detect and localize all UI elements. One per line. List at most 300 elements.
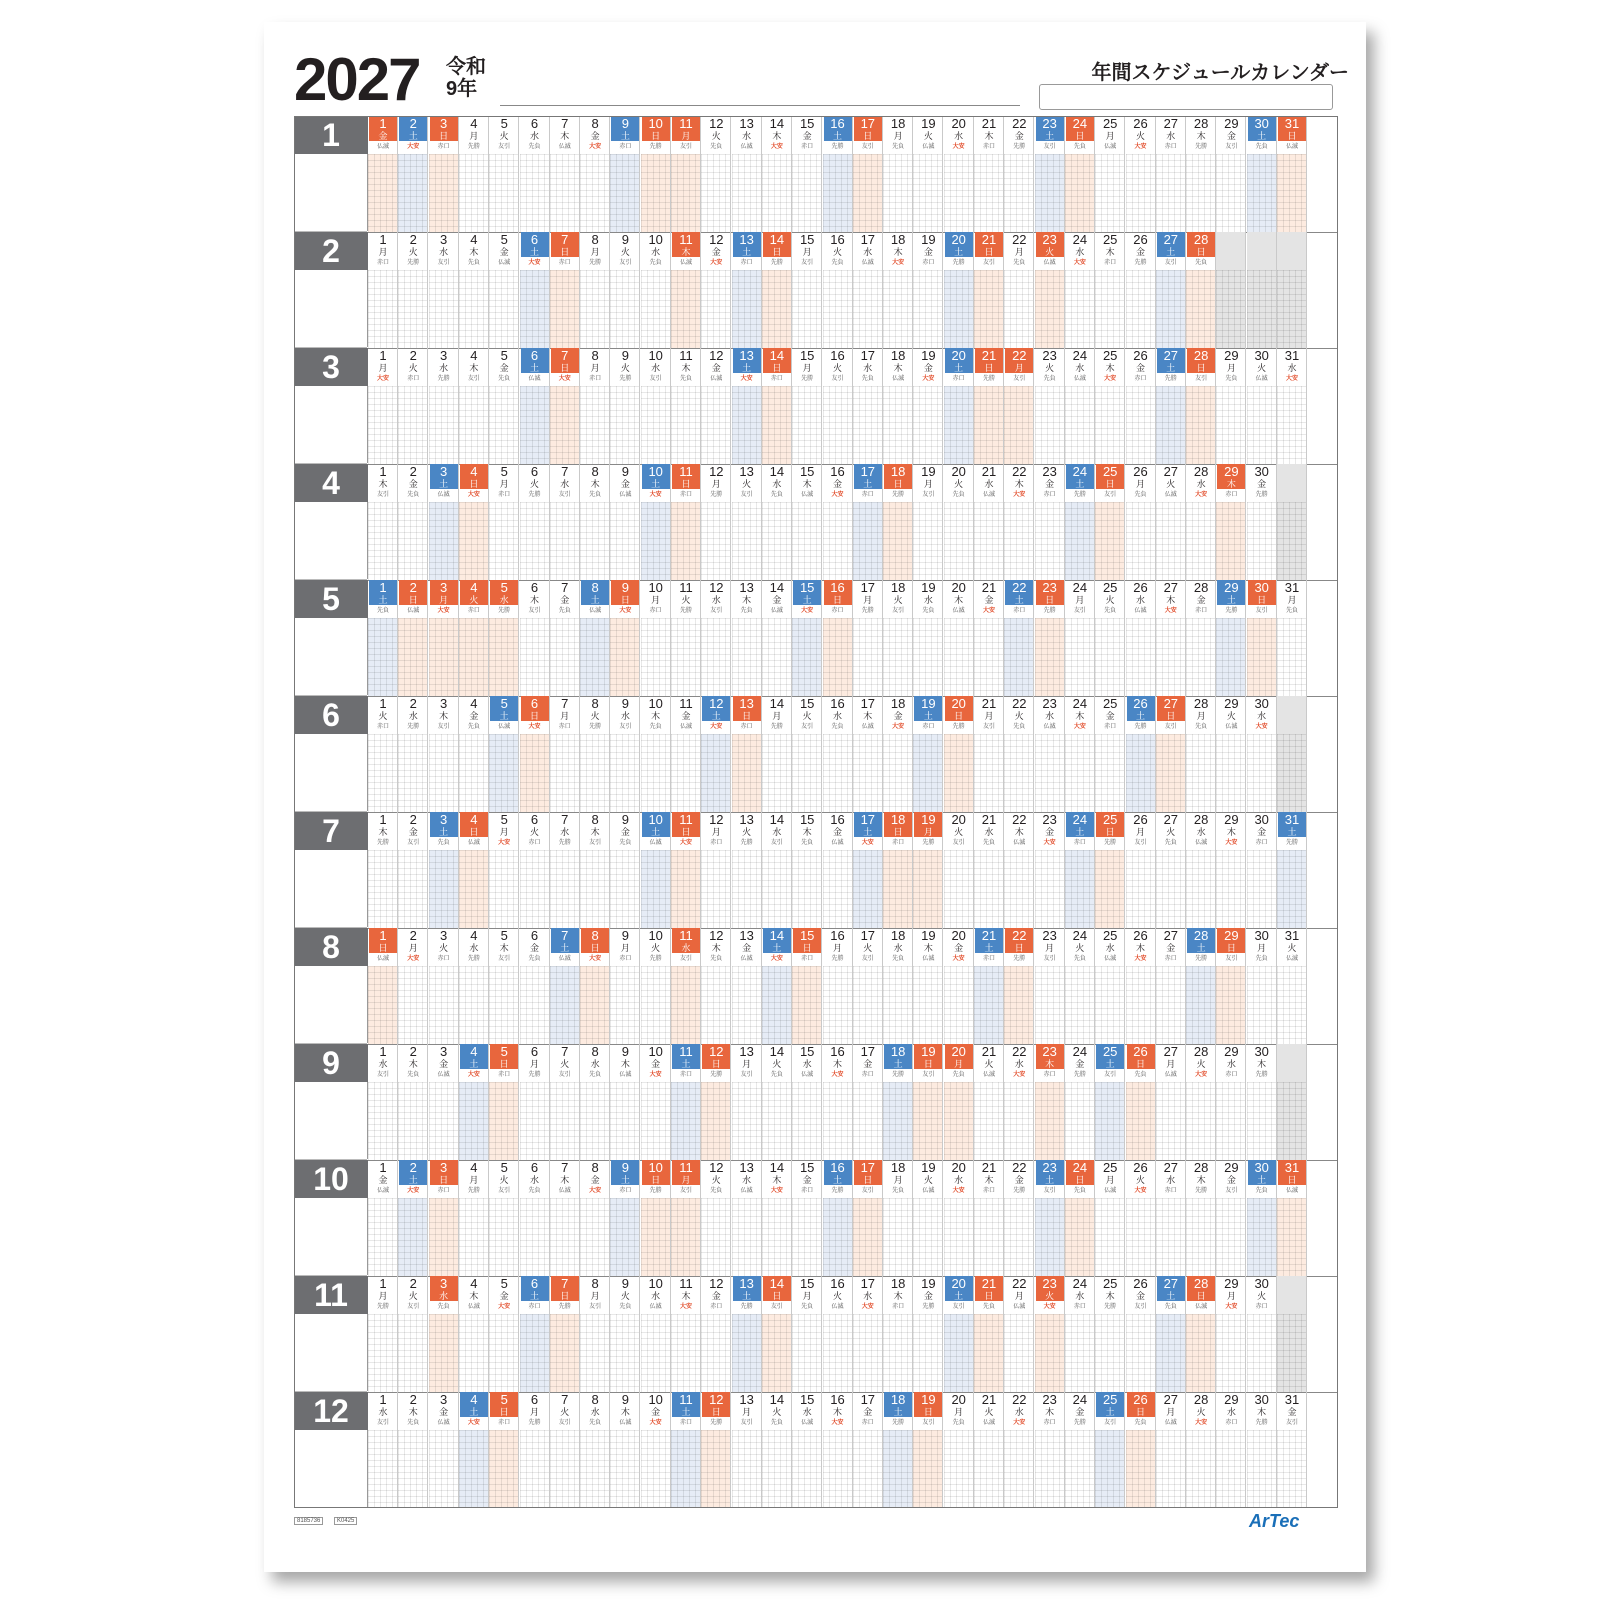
day-cell[interactable] (610, 580, 640, 696)
day-cell[interactable] (1186, 928, 1216, 1044)
day-cell[interactable] (1035, 696, 1065, 812)
day-cell[interactable] (520, 1044, 550, 1160)
day-cell[interactable] (732, 464, 762, 580)
day-cell[interactable] (1186, 580, 1216, 696)
day-cell[interactable] (368, 812, 398, 928)
day-cell[interactable] (550, 812, 580, 928)
day-cell[interactable] (1186, 812, 1216, 928)
day-cell[interactable] (1156, 464, 1186, 580)
day-cell[interactable] (1035, 1044, 1065, 1160)
day-cell[interactable] (701, 348, 731, 464)
day-cell[interactable] (520, 464, 550, 580)
day-cell[interactable] (823, 812, 853, 928)
day-cell[interactable] (1156, 696, 1186, 812)
day-cell[interactable] (762, 580, 792, 696)
day-cell[interactable] (913, 580, 943, 696)
day-cell[interactable] (1126, 464, 1156, 580)
day-cell[interactable] (671, 928, 701, 1044)
day-cell[interactable] (1126, 1160, 1156, 1276)
day-cell[interactable] (883, 1160, 913, 1276)
day-cell[interactable] (459, 696, 489, 812)
day-cell[interactable] (520, 1276, 550, 1392)
day-cell[interactable] (1004, 1160, 1034, 1276)
day-cell[interactable] (580, 812, 610, 928)
day-cell[interactable] (974, 116, 1004, 232)
day-cell[interactable] (398, 1392, 428, 1508)
day-cell[interactable] (641, 1160, 671, 1276)
day-cell[interactable] (671, 1276, 701, 1392)
day-cell[interactable] (398, 1160, 428, 1276)
day-cell[interactable] (368, 1276, 398, 1392)
day-cell[interactable] (1065, 1392, 1095, 1508)
day-cell[interactable] (1004, 812, 1034, 928)
day-cell[interactable] (489, 232, 519, 348)
day-cell[interactable] (944, 348, 974, 464)
day-cell[interactable] (580, 1276, 610, 1392)
day-cell[interactable] (550, 928, 580, 1044)
day-cell[interactable] (853, 1392, 883, 1508)
day-cell[interactable] (1126, 232, 1156, 348)
day-cell[interactable] (1216, 812, 1246, 928)
day-cell[interactable] (974, 1392, 1004, 1508)
day-cell[interactable] (974, 1044, 1004, 1160)
day-cell[interactable] (520, 116, 550, 232)
day-cell[interactable] (550, 696, 580, 812)
day-cell[interactable] (1035, 232, 1065, 348)
day-cell[interactable] (610, 812, 640, 928)
day-cell[interactable] (792, 928, 822, 1044)
day-cell[interactable] (974, 232, 1004, 348)
day-cell[interactable] (398, 580, 428, 696)
day-cell[interactable] (762, 232, 792, 348)
day-cell[interactable] (853, 928, 883, 1044)
day-cell[interactable] (883, 116, 913, 232)
day-cell[interactable] (1065, 580, 1095, 696)
day-cell[interactable] (1065, 116, 1095, 232)
day-cell[interactable] (913, 1044, 943, 1160)
day-cell[interactable] (944, 696, 974, 812)
day-cell[interactable] (974, 928, 1004, 1044)
day-cell[interactable] (1065, 232, 1095, 348)
day-cell[interactable] (641, 232, 671, 348)
day-cell[interactable] (550, 464, 580, 580)
day-cell[interactable] (1095, 464, 1125, 580)
day-cell[interactable] (1247, 1160, 1277, 1276)
day-cell[interactable] (883, 580, 913, 696)
day-cell[interactable] (368, 1160, 398, 1276)
day-cell[interactable] (823, 232, 853, 348)
day-cell[interactable] (1095, 696, 1125, 812)
day-cell[interactable] (550, 1160, 580, 1276)
day-cell[interactable] (1126, 928, 1156, 1044)
day-cell[interactable] (1035, 1392, 1065, 1508)
day-cell[interactable] (1216, 1044, 1246, 1160)
day-cell[interactable] (762, 1044, 792, 1160)
day-cell[interactable] (1004, 348, 1034, 464)
day-cell[interactable] (701, 1392, 731, 1508)
day-cell[interactable] (732, 696, 762, 812)
day-cell[interactable] (792, 812, 822, 928)
day-cell[interactable] (520, 232, 550, 348)
day-cell[interactable] (1186, 116, 1216, 232)
day-cell[interactable] (610, 696, 640, 812)
day-cell[interactable] (368, 464, 398, 580)
day-cell[interactable] (671, 1160, 701, 1276)
day-cell[interactable] (944, 812, 974, 928)
day-cell[interactable] (853, 464, 883, 580)
day-cell[interactable] (1035, 1160, 1065, 1276)
day-cell[interactable] (913, 1392, 943, 1508)
day-cell[interactable] (459, 928, 489, 1044)
day-cell[interactable] (1004, 580, 1034, 696)
day-cell[interactable] (823, 348, 853, 464)
day-cell[interactable] (792, 348, 822, 464)
day-cell[interactable] (1126, 1044, 1156, 1160)
day-cell[interactable] (520, 1160, 550, 1276)
day-cell[interactable] (550, 232, 580, 348)
day-cell[interactable] (853, 232, 883, 348)
day-cell[interactable] (1156, 1392, 1186, 1508)
day-cell[interactable] (1186, 1160, 1216, 1276)
day-cell[interactable] (1095, 1392, 1125, 1508)
day-cell[interactable] (1156, 580, 1186, 696)
day-cell[interactable] (1004, 928, 1034, 1044)
day-cell[interactable] (641, 1276, 671, 1392)
day-cell[interactable] (580, 1044, 610, 1160)
day-cell[interactable] (1216, 116, 1246, 232)
day-cell[interactable] (580, 116, 610, 232)
day-cell[interactable] (1035, 580, 1065, 696)
day-cell[interactable] (1065, 1276, 1095, 1392)
day-cell[interactable] (732, 580, 762, 696)
day-cell[interactable] (1035, 812, 1065, 928)
day-cell[interactable] (489, 348, 519, 464)
day-cell[interactable] (1065, 1044, 1095, 1160)
day-cell[interactable] (1126, 1276, 1156, 1392)
day-cell[interactable] (944, 1044, 974, 1160)
day-cell[interactable] (398, 696, 428, 812)
day-cell[interactable] (732, 116, 762, 232)
day-cell[interactable] (459, 464, 489, 580)
day-cell[interactable] (489, 812, 519, 928)
day-cell[interactable] (1095, 116, 1125, 232)
day-cell[interactable] (853, 1044, 883, 1160)
day-cell[interactable] (1065, 812, 1095, 928)
day-cell[interactable] (823, 580, 853, 696)
day-cell[interactable] (580, 580, 610, 696)
day-cell[interactable] (883, 464, 913, 580)
day-cell[interactable] (550, 348, 580, 464)
day-cell[interactable] (762, 696, 792, 812)
day-cell[interactable] (762, 348, 792, 464)
day-cell[interactable] (1004, 464, 1034, 580)
day-cell[interactable] (944, 1276, 974, 1392)
day-cell[interactable] (732, 232, 762, 348)
day-cell[interactable] (1004, 232, 1034, 348)
day-cell[interactable] (1095, 928, 1125, 1044)
day-cell[interactable] (398, 116, 428, 232)
day-cell[interactable] (883, 812, 913, 928)
day-cell[interactable] (913, 232, 943, 348)
day-cell[interactable] (671, 812, 701, 928)
day-cell[interactable] (368, 1392, 398, 1508)
day-cell[interactable] (701, 1044, 731, 1160)
day-cell[interactable] (368, 232, 398, 348)
day-cell[interactable] (823, 1160, 853, 1276)
day-cell[interactable] (671, 348, 701, 464)
day-cell[interactable] (732, 348, 762, 464)
day-cell[interactable] (913, 1276, 943, 1392)
day-cell[interactable] (459, 580, 489, 696)
day-cell[interactable] (701, 464, 731, 580)
day-cell[interactable] (701, 232, 731, 348)
day-cell[interactable] (883, 696, 913, 812)
day-cell[interactable] (1277, 348, 1307, 464)
day-cell[interactable] (489, 1276, 519, 1392)
day-cell[interactable] (671, 116, 701, 232)
day-cell[interactable] (732, 1044, 762, 1160)
day-cell[interactable] (1216, 696, 1246, 812)
day-cell[interactable] (792, 696, 822, 812)
day-cell[interactable] (1216, 1392, 1246, 1508)
day-cell[interactable] (823, 928, 853, 1044)
day-cell[interactable] (429, 348, 459, 464)
day-cell[interactable] (974, 812, 1004, 928)
day-cell[interactable] (1156, 116, 1186, 232)
day-cell[interactable] (641, 348, 671, 464)
day-cell[interactable] (883, 232, 913, 348)
day-cell[interactable] (823, 1276, 853, 1392)
day-cell[interactable] (1247, 1044, 1277, 1160)
day-cell[interactable] (429, 1160, 459, 1276)
day-cell[interactable] (671, 580, 701, 696)
day-cell[interactable] (489, 116, 519, 232)
day-cell[interactable] (1065, 1160, 1095, 1276)
day-cell[interactable] (1247, 348, 1277, 464)
day-cell[interactable] (429, 1044, 459, 1160)
day-cell[interactable] (489, 928, 519, 1044)
day-cell[interactable] (398, 232, 428, 348)
day-cell[interactable] (489, 1044, 519, 1160)
day-cell[interactable] (913, 696, 943, 812)
day-cell[interactable] (1216, 928, 1246, 1044)
day-cell[interactable] (913, 812, 943, 928)
day-cell[interactable] (1126, 116, 1156, 232)
day-cell[interactable] (1095, 348, 1125, 464)
day-cell[interactable] (1156, 1276, 1186, 1392)
day-cell[interactable] (550, 1044, 580, 1160)
day-cell[interactable] (520, 580, 550, 696)
day-cell[interactable] (459, 348, 489, 464)
day-cell[interactable] (1216, 348, 1246, 464)
day-cell[interactable] (1095, 812, 1125, 928)
day-cell[interactable] (974, 348, 1004, 464)
day-cell[interactable] (489, 464, 519, 580)
day-cell[interactable] (792, 580, 822, 696)
day-cell[interactable] (1277, 1160, 1307, 1276)
day-cell[interactable] (1247, 928, 1277, 1044)
day-cell[interactable] (732, 1392, 762, 1508)
day-cell[interactable] (883, 1276, 913, 1392)
day-cell[interactable] (1247, 696, 1277, 812)
day-cell[interactable] (913, 928, 943, 1044)
day-cell[interactable] (1156, 1044, 1186, 1160)
day-cell[interactable] (520, 928, 550, 1044)
day-cell[interactable] (671, 1392, 701, 1508)
day-cell[interactable] (792, 464, 822, 580)
day-cell[interactable] (762, 1160, 792, 1276)
day-cell[interactable] (641, 1044, 671, 1160)
day-cell[interactable] (1035, 928, 1065, 1044)
day-cell[interactable] (398, 812, 428, 928)
day-cell[interactable] (853, 116, 883, 232)
day-cell[interactable] (459, 1160, 489, 1276)
day-cell[interactable] (944, 928, 974, 1044)
day-cell[interactable] (1065, 928, 1095, 1044)
day-cell[interactable] (1126, 348, 1156, 464)
day-cell[interactable] (974, 464, 1004, 580)
day-cell[interactable] (610, 348, 640, 464)
day-cell[interactable] (489, 1392, 519, 1508)
day-cell[interactable] (1035, 116, 1065, 232)
day-cell[interactable] (1186, 1392, 1216, 1508)
day-cell[interactable] (1035, 464, 1065, 580)
day-cell[interactable] (1247, 1276, 1277, 1392)
day-cell[interactable] (1186, 696, 1216, 812)
day-cell[interactable] (1247, 1392, 1277, 1508)
day-cell[interactable] (429, 1276, 459, 1392)
day-cell[interactable] (489, 580, 519, 696)
day-cell[interactable] (913, 348, 943, 464)
day-cell[interactable] (823, 464, 853, 580)
day-cell[interactable] (1277, 116, 1307, 232)
day-cell[interactable] (762, 1392, 792, 1508)
day-cell[interactable] (913, 1160, 943, 1276)
day-cell[interactable] (610, 116, 640, 232)
day-cell[interactable] (1004, 1276, 1034, 1392)
day-cell[interactable] (520, 1392, 550, 1508)
day-cell[interactable] (1126, 580, 1156, 696)
day-cell[interactable] (641, 464, 671, 580)
day-cell[interactable] (398, 464, 428, 580)
day-cell[interactable] (580, 348, 610, 464)
day-cell[interactable] (580, 464, 610, 580)
day-cell[interactable] (1126, 812, 1156, 928)
day-cell[interactable] (641, 696, 671, 812)
day-cell[interactable] (1247, 116, 1277, 232)
day-cell[interactable] (792, 1276, 822, 1392)
day-cell[interactable] (1216, 1160, 1246, 1276)
day-cell[interactable] (974, 696, 1004, 812)
day-cell[interactable] (1216, 1276, 1246, 1392)
day-cell[interactable] (610, 1160, 640, 1276)
day-cell[interactable] (823, 696, 853, 812)
day-cell[interactable] (974, 1276, 1004, 1392)
day-cell[interactable] (732, 1160, 762, 1276)
day-cell[interactable] (1186, 232, 1216, 348)
day-cell[interactable] (459, 116, 489, 232)
day-cell[interactable] (429, 580, 459, 696)
day-cell[interactable] (1247, 580, 1277, 696)
day-cell[interactable] (671, 464, 701, 580)
day-cell[interactable] (1156, 232, 1186, 348)
day-cell[interactable] (853, 580, 883, 696)
day-cell[interactable] (944, 1160, 974, 1276)
day-cell[interactable] (459, 1392, 489, 1508)
day-cell[interactable] (610, 1044, 640, 1160)
day-cell[interactable] (701, 116, 731, 232)
day-cell[interactable] (732, 1276, 762, 1392)
day-cell[interactable] (944, 580, 974, 696)
day-cell[interactable] (580, 232, 610, 348)
day-cell[interactable] (368, 348, 398, 464)
day-cell[interactable] (1095, 1276, 1125, 1392)
day-cell[interactable] (823, 116, 853, 232)
day-cell[interactable] (429, 464, 459, 580)
day-cell[interactable] (610, 1392, 640, 1508)
day-cell[interactable] (792, 1392, 822, 1508)
day-cell[interactable] (641, 116, 671, 232)
day-cell[interactable] (883, 1392, 913, 1508)
day-cell[interactable] (671, 696, 701, 812)
day-cell[interactable] (1095, 1160, 1125, 1276)
day-cell[interactable] (520, 696, 550, 812)
day-cell[interactable] (368, 696, 398, 812)
day-cell[interactable] (732, 928, 762, 1044)
day-cell[interactable] (429, 232, 459, 348)
day-cell[interactable] (550, 1276, 580, 1392)
day-cell[interactable] (459, 232, 489, 348)
day-cell[interactable] (762, 928, 792, 1044)
day-cell[interactable] (944, 464, 974, 580)
day-cell[interactable] (1156, 928, 1186, 1044)
day-cell[interactable] (883, 348, 913, 464)
day-cell[interactable] (701, 580, 731, 696)
day-cell[interactable] (550, 580, 580, 696)
day-cell[interactable] (853, 696, 883, 812)
day-cell[interactable] (1156, 348, 1186, 464)
day-cell[interactable] (520, 812, 550, 928)
day-cell[interactable] (459, 812, 489, 928)
day-cell[interactable] (459, 1276, 489, 1392)
day-cell[interactable] (1247, 812, 1277, 928)
day-cell[interactable] (1095, 1044, 1125, 1160)
day-cell[interactable] (1004, 696, 1034, 812)
day-cell[interactable] (853, 1160, 883, 1276)
day-cell[interactable] (762, 464, 792, 580)
day-cell[interactable] (1065, 696, 1095, 812)
day-cell[interactable] (580, 1160, 610, 1276)
day-cell[interactable] (944, 1392, 974, 1508)
day-cell[interactable] (1277, 812, 1307, 928)
day-cell[interactable] (792, 1160, 822, 1276)
day-cell[interactable] (1277, 1392, 1307, 1508)
day-cell[interactable] (1247, 464, 1277, 580)
day-cell[interactable] (1004, 116, 1034, 232)
day-cell[interactable] (398, 1276, 428, 1392)
day-cell[interactable] (913, 116, 943, 232)
day-cell[interactable] (1186, 348, 1216, 464)
day-cell[interactable] (489, 696, 519, 812)
day-cell[interactable] (429, 696, 459, 812)
day-cell[interactable] (641, 928, 671, 1044)
day-cell[interactable] (1095, 580, 1125, 696)
day-cell[interactable] (913, 464, 943, 580)
day-cell[interactable] (1156, 812, 1186, 928)
day-cell[interactable] (974, 1160, 1004, 1276)
day-cell[interactable] (701, 696, 731, 812)
day-cell[interactable] (1186, 1044, 1216, 1160)
